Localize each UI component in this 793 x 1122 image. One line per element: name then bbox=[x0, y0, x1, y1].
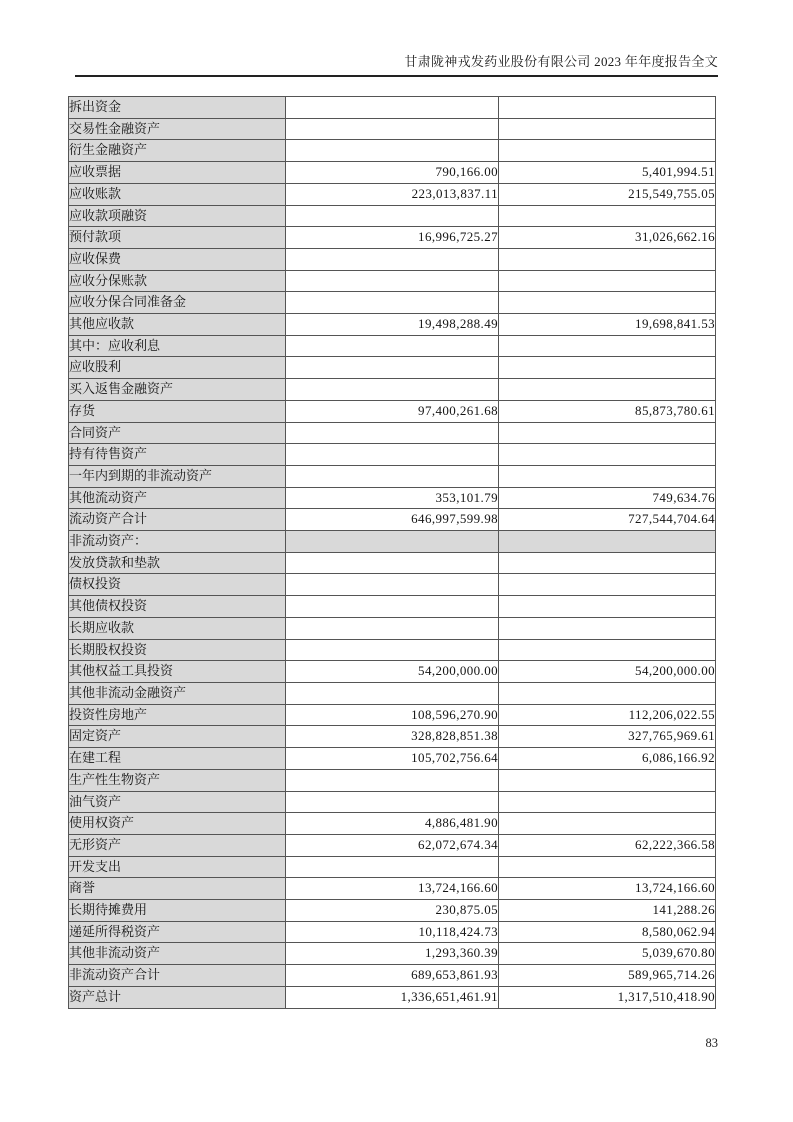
item-label-cell: 买入返售金融资产 bbox=[69, 379, 286, 401]
current-amount-cell bbox=[286, 270, 499, 292]
prior-amount-cell: 727,544,704.64 bbox=[499, 509, 716, 531]
prior-amount-cell: 141,288.26 bbox=[499, 900, 716, 922]
current-amount-cell: 105,702,756.64 bbox=[286, 748, 499, 770]
current-amount-cell: 19,498,288.49 bbox=[286, 314, 499, 336]
table-row bbox=[69, 617, 716, 639]
table-row bbox=[69, 444, 716, 466]
current-amount-cell bbox=[286, 617, 499, 639]
prior-amount-cell bbox=[499, 97, 716, 119]
prior-amount-cell bbox=[499, 118, 716, 140]
table-row bbox=[69, 682, 716, 704]
item-label-cell: 其中：应收利息 bbox=[69, 335, 286, 357]
prior-amount-cell bbox=[499, 617, 716, 639]
current-amount-cell: 13,724,166.60 bbox=[286, 878, 499, 900]
item-label-cell: 固定资产 bbox=[69, 726, 286, 748]
item-label-cell: 应收票据 bbox=[69, 162, 286, 184]
current-amount-cell: 62,072,674.34 bbox=[286, 834, 499, 856]
current-amount-cell bbox=[286, 465, 499, 487]
prior-amount-cell: 215,549,755.05 bbox=[499, 183, 716, 205]
prior-amount-cell bbox=[499, 422, 716, 444]
current-amount-cell bbox=[286, 357, 499, 379]
prior-amount-cell bbox=[499, 292, 716, 314]
current-amount-cell: 54,200,000.00 bbox=[286, 661, 499, 683]
table-row bbox=[69, 531, 716, 553]
table-row bbox=[69, 704, 716, 726]
prior-amount-cell: 5,401,994.51 bbox=[499, 162, 716, 184]
prior-amount-cell: 112,206,022.55 bbox=[499, 704, 716, 726]
prior-amount-cell bbox=[499, 791, 716, 813]
prior-amount-cell bbox=[499, 465, 716, 487]
balance-sheet-body bbox=[69, 97, 716, 1009]
table-row bbox=[69, 248, 716, 270]
table-row bbox=[69, 335, 716, 357]
item-label-cell: 资产总计 bbox=[69, 986, 286, 1008]
current-amount-cell: 1,293,360.39 bbox=[286, 943, 499, 965]
header-rule bbox=[75, 75, 718, 77]
item-label-cell: 非流动资产合计 bbox=[69, 965, 286, 987]
table-row bbox=[69, 769, 716, 791]
item-label-cell: 流动资产合计 bbox=[69, 509, 286, 531]
current-amount-cell: 4,886,481.90 bbox=[286, 813, 499, 835]
table-row bbox=[69, 422, 716, 444]
prior-amount-cell: 1,317,510,418.90 bbox=[499, 986, 716, 1008]
item-label-cell: 应收分保合同准备金 bbox=[69, 292, 286, 314]
current-amount-cell bbox=[286, 596, 499, 618]
item-label-cell: 在建工程 bbox=[69, 748, 286, 770]
item-label-cell: 一年内到期的非流动资产 bbox=[69, 465, 286, 487]
balance-sheet-container bbox=[68, 96, 715, 1009]
prior-amount-cell bbox=[499, 596, 716, 618]
page-number: 83 bbox=[705, 1036, 718, 1050]
item-label-cell: 其他应收款 bbox=[69, 314, 286, 336]
table-row bbox=[69, 639, 716, 661]
current-amount-cell bbox=[286, 791, 499, 813]
table-row bbox=[69, 726, 716, 748]
item-label-cell: 开发支出 bbox=[69, 856, 286, 878]
current-amount-cell bbox=[286, 682, 499, 704]
current-amount-cell bbox=[286, 335, 499, 357]
table-row bbox=[69, 118, 716, 140]
table-row bbox=[69, 183, 716, 205]
prior-amount-cell bbox=[499, 335, 716, 357]
table-row bbox=[69, 140, 716, 162]
table-row bbox=[69, 379, 716, 401]
page-header-title: 甘肃陇神戎发药业股份有限公司 2023 年年度报告全文 bbox=[404, 54, 718, 69]
table-row bbox=[69, 314, 716, 336]
item-label-cell: 交易性金融资产 bbox=[69, 118, 286, 140]
item-label-cell: 合同资产 bbox=[69, 422, 286, 444]
current-amount-cell: 689,653,861.93 bbox=[286, 965, 499, 987]
table-row bbox=[69, 986, 716, 1008]
table-row bbox=[69, 791, 716, 813]
current-amount-cell: 353,101.79 bbox=[286, 487, 499, 509]
item-label-cell: 应收账款 bbox=[69, 183, 286, 205]
table-row bbox=[69, 574, 716, 596]
prior-amount-cell: 31,026,662.16 bbox=[499, 227, 716, 249]
prior-amount-cell bbox=[499, 205, 716, 227]
table-row bbox=[69, 661, 716, 683]
prior-amount-cell bbox=[499, 270, 716, 292]
table-row bbox=[69, 856, 716, 878]
item-label-cell: 投资性房地产 bbox=[69, 704, 286, 726]
current-amount-cell: 1,336,651,461.91 bbox=[286, 986, 499, 1008]
table-row bbox=[69, 400, 716, 422]
table-row bbox=[69, 487, 716, 509]
current-amount-cell bbox=[286, 292, 499, 314]
item-label-cell: 商誉 bbox=[69, 878, 286, 900]
table-row bbox=[69, 509, 716, 531]
item-label-cell: 其他非流动资产 bbox=[69, 943, 286, 965]
item-label-cell: 拆出资金 bbox=[69, 97, 286, 119]
item-label-cell: 非流动资产： bbox=[69, 531, 286, 553]
current-amount-cell: 16,996,725.27 bbox=[286, 227, 499, 249]
item-label-cell: 生产性生物资产 bbox=[69, 769, 286, 791]
prior-amount-cell bbox=[499, 140, 716, 162]
current-amount-cell bbox=[286, 574, 499, 596]
balance-sheet-table bbox=[68, 96, 716, 1009]
current-amount-cell bbox=[286, 422, 499, 444]
current-amount-cell bbox=[286, 552, 499, 574]
prior-amount-cell: 589,965,714.26 bbox=[499, 965, 716, 987]
item-label-cell: 持有待售资产 bbox=[69, 444, 286, 466]
table-row bbox=[69, 270, 716, 292]
current-amount-cell bbox=[286, 444, 499, 466]
current-amount-cell bbox=[286, 856, 499, 878]
item-label-cell: 应收分保账款 bbox=[69, 270, 286, 292]
prior-amount-cell: 8,580,062.94 bbox=[499, 921, 716, 943]
item-label-cell: 长期股权投资 bbox=[69, 639, 286, 661]
table-row bbox=[69, 596, 716, 618]
current-amount-cell bbox=[286, 97, 499, 119]
current-amount-cell: 108,596,270.90 bbox=[286, 704, 499, 726]
current-amount-cell bbox=[286, 140, 499, 162]
item-label-cell: 无形资产 bbox=[69, 834, 286, 856]
item-label-cell: 债权投资 bbox=[69, 574, 286, 596]
table-row bbox=[69, 878, 716, 900]
prior-amount-cell bbox=[499, 444, 716, 466]
prior-amount-cell bbox=[499, 248, 716, 270]
prior-amount-cell: 749,634.76 bbox=[499, 487, 716, 509]
table-row bbox=[69, 834, 716, 856]
prior-amount-cell bbox=[499, 531, 716, 553]
current-amount-cell bbox=[286, 379, 499, 401]
item-label-cell: 应收款项融资 bbox=[69, 205, 286, 227]
item-label-cell: 应收股利 bbox=[69, 357, 286, 379]
prior-amount-cell: 327,765,969.61 bbox=[499, 726, 716, 748]
prior-amount-cell bbox=[499, 639, 716, 661]
table-row bbox=[69, 552, 716, 574]
prior-amount-cell: 5,039,670.80 bbox=[499, 943, 716, 965]
prior-amount-cell: 19,698,841.53 bbox=[499, 314, 716, 336]
item-label-cell: 衍生金融资产 bbox=[69, 140, 286, 162]
current-amount-cell: 230,875.05 bbox=[286, 900, 499, 922]
current-amount-cell bbox=[286, 639, 499, 661]
table-row bbox=[69, 465, 716, 487]
prior-amount-cell bbox=[499, 813, 716, 835]
current-amount-cell: 790,166.00 bbox=[286, 162, 499, 184]
item-label-cell: 发放贷款和垫款 bbox=[69, 552, 286, 574]
table-row bbox=[69, 943, 716, 965]
current-amount-cell bbox=[286, 769, 499, 791]
item-label-cell: 递延所得税资产 bbox=[69, 921, 286, 943]
table-row bbox=[69, 357, 716, 379]
item-label-cell: 存货 bbox=[69, 400, 286, 422]
table-row bbox=[69, 921, 716, 943]
table-row bbox=[69, 97, 716, 119]
item-label-cell: 其他流动资产 bbox=[69, 487, 286, 509]
table-row bbox=[69, 205, 716, 227]
item-label-cell: 应收保费 bbox=[69, 248, 286, 270]
item-label-cell: 其他债权投资 bbox=[69, 596, 286, 618]
item-label-cell: 使用权资产 bbox=[69, 813, 286, 835]
prior-amount-cell bbox=[499, 357, 716, 379]
prior-amount-cell: 62,222,366.58 bbox=[499, 834, 716, 856]
item-label-cell: 其他非流动金融资产 bbox=[69, 682, 286, 704]
item-label-cell: 长期待摊费用 bbox=[69, 900, 286, 922]
prior-amount-cell bbox=[499, 379, 716, 401]
table-row bbox=[69, 813, 716, 835]
current-amount-cell: 646,997,599.98 bbox=[286, 509, 499, 531]
table-row bbox=[69, 965, 716, 987]
prior-amount-cell: 13,724,166.60 bbox=[499, 878, 716, 900]
prior-amount-cell bbox=[499, 574, 716, 596]
prior-amount-cell bbox=[499, 769, 716, 791]
current-amount-cell bbox=[286, 531, 499, 553]
current-amount-cell: 223,013,837.11 bbox=[286, 183, 499, 205]
current-amount-cell: 97,400,261.68 bbox=[286, 400, 499, 422]
table-row bbox=[69, 748, 716, 770]
current-amount-cell bbox=[286, 205, 499, 227]
prior-amount-cell bbox=[499, 856, 716, 878]
table-row bbox=[69, 227, 716, 249]
prior-amount-cell: 54,200,000.00 bbox=[499, 661, 716, 683]
item-label-cell: 长期应收款 bbox=[69, 617, 286, 639]
prior-amount-cell bbox=[499, 552, 716, 574]
item-label-cell: 其他权益工具投资 bbox=[69, 661, 286, 683]
item-label-cell: 预付款项 bbox=[69, 227, 286, 249]
table-row bbox=[69, 162, 716, 184]
current-amount-cell: 328,828,851.38 bbox=[286, 726, 499, 748]
current-amount-cell bbox=[286, 248, 499, 270]
table-row bbox=[69, 900, 716, 922]
current-amount-cell bbox=[286, 118, 499, 140]
prior-amount-cell bbox=[499, 682, 716, 704]
prior-amount-cell: 85,873,780.61 bbox=[499, 400, 716, 422]
current-amount-cell: 10,118,424.73 bbox=[286, 921, 499, 943]
table-row bbox=[69, 292, 716, 314]
prior-amount-cell: 6,086,166.92 bbox=[499, 748, 716, 770]
item-label-cell: 油气资产 bbox=[69, 791, 286, 813]
